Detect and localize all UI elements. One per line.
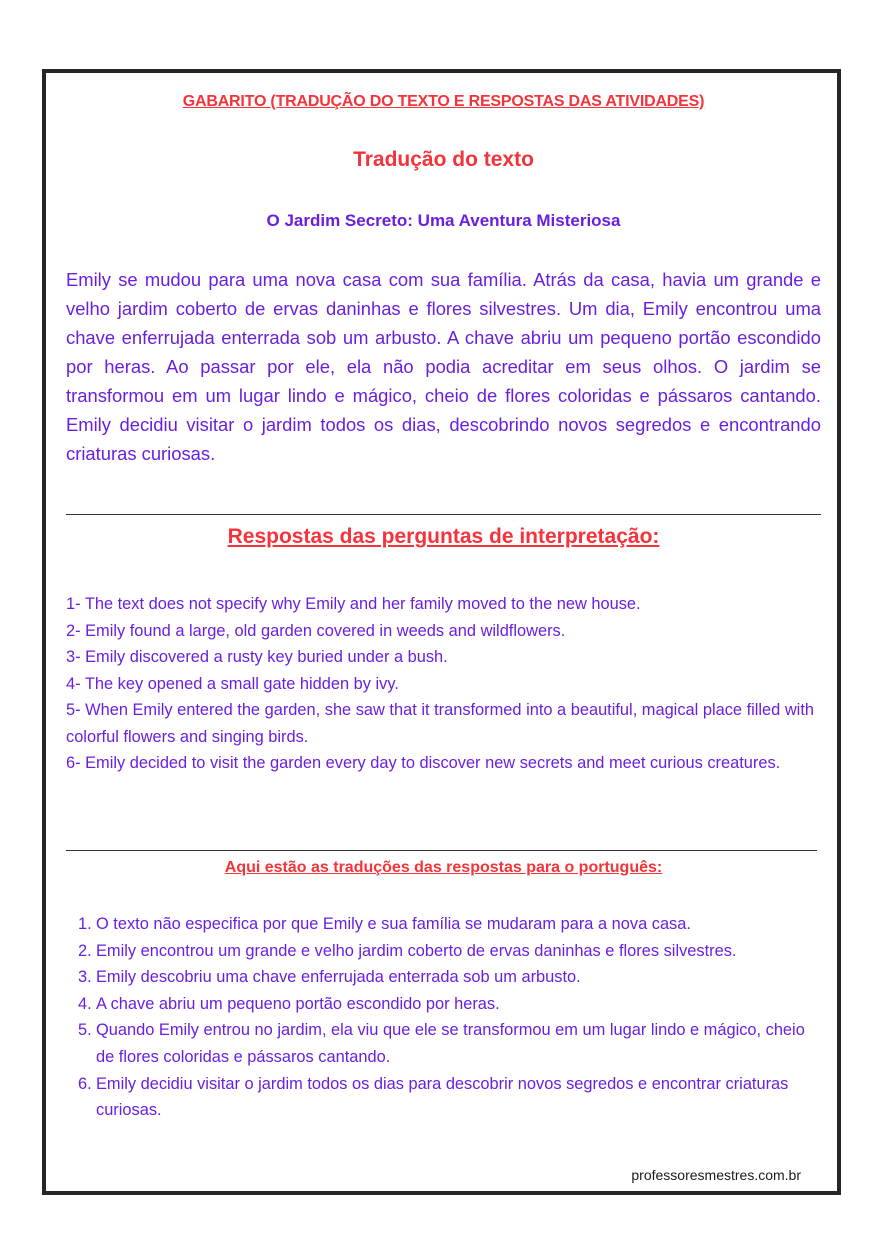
answer-item: 3- Emily discovered a rusty key buried under a bush. [66, 648, 448, 666]
item-number: 2. [78, 941, 92, 960]
page-content [66, 73, 821, 1191]
item-number: 6. [78, 1074, 92, 1093]
item-text: O texto não especifica por que Emily e sua família se mudaram para a nova casa. [96, 915, 691, 933]
divider [66, 850, 817, 851]
item-number: 5. [78, 1021, 92, 1040]
translations-heading: Aqui estão as traduções das respostas para o português: [224, 859, 663, 876]
answers-list [66, 591, 821, 777]
translation-item [78, 1017, 821, 1070]
answer-item: 4- The key opened a small gate hidden by ivy. [66, 674, 399, 693]
document-title: GABARITO (TRADUÇÃO DO TEXTO E RESPOSTAS DAS ATIVIDADES) [182, 93, 705, 110]
item-text: Emily decidiu visitar o jardim todos os dias para descobrir novos segredos e encontrar criaturas curiosas. [96, 1074, 789, 1120]
translation-heading: Tradução do texto [353, 148, 534, 171]
translation-item [78, 1071, 821, 1124]
item-text: Emily descobriu uma chave enferrujada enterrada sob um arbusto. [96, 968, 581, 987]
item-number: 4. [78, 994, 92, 1013]
divider [66, 514, 821, 515]
answer-item: 1- The text does not specify why Emily and her family moved to the new house. [66, 595, 641, 613]
translation-item [78, 911, 821, 938]
answer-item: 6- Emily decided to visit the garden every day to discover new secrets and meet curious creatures. [66, 754, 781, 772]
translations-list [78, 911, 821, 1124]
story-title: O Jardim Secreto: Uma Aventura Misteriosa [266, 211, 621, 230]
item-text: A chave abriu um pequeno portão escondido por heras. [96, 994, 500, 1013]
item-number: 3. [78, 968, 92, 987]
page-frame [42, 69, 841, 1195]
answer-item: 5- When Emily entered the garden, she saw that it transformed into a beautiful, magical place filled with colorful flowers and singing birds. [66, 701, 814, 746]
item-number: 1. [78, 915, 92, 933]
translation-item [78, 938, 821, 965]
item-text: Emily encontrou um grande e velho jardim coberto de ervas daninhas e flores silvestres. [96, 941, 737, 960]
story-body: Emily se mudou para uma nova casa com sua família. Atrás da casa, havia um grande e velho jardim coberto de ervas daninhas e flores silvestres. Um dia, Emily encontrou uma chave enferrujada enterrada sob um arbusto. A chave abriu um pequeno portão escondido por heras. Ao passar por ele, ela não podia acreditar em seus olhos. O jardim se transformou em um lugar lindo e mágico, cheio de flores coloridas e pássaros cantando. Emily decidiu visitar o jardim todos os dias, descobrindo novos segredos e encontrando criaturas curiosas. [66, 269, 821, 464]
answers-heading: Respostas das perguntas de interpretação: [227, 525, 660, 548]
translation-item [78, 964, 821, 991]
website-footer: professoresmestres.com.br [631, 1167, 801, 1183]
item-text: Quando Emily entrou no jardim, ela viu que ele se transformou em um lugar lindo e mágico, cheio de flores coloridas e pássaros cantando. [96, 1021, 805, 1066]
translation-item [78, 991, 821, 1018]
answer-item: 2- Emily found a large, old garden covered in weeds and wildflowers. [66, 621, 566, 640]
